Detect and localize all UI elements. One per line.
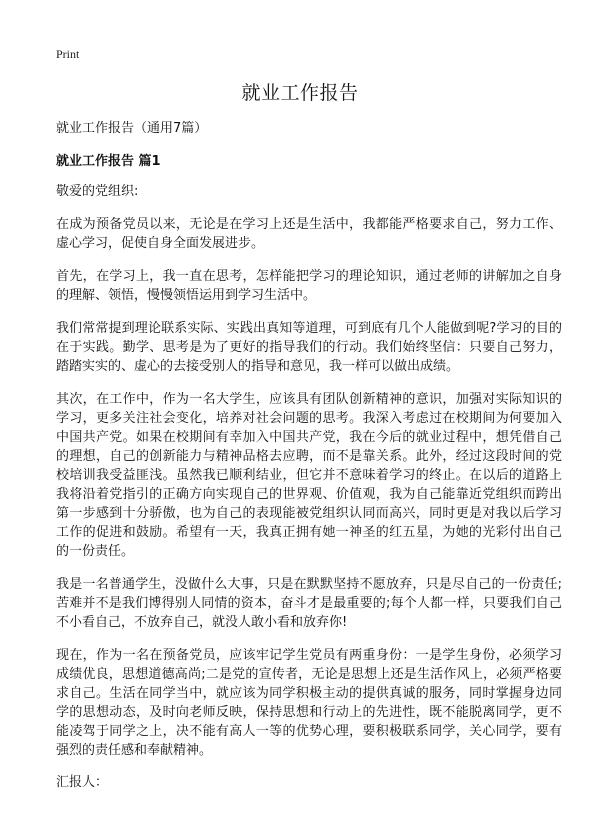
- paragraph: 我是一名普通学生，没做什么大事，只是在默默坚持不愿放弃，只是尽自己的一份责任;苦难并不是我们博得别人同情的资本，奋斗才是最重要的;每个人都一样，只要我们自己不小看自己，不放弃自己，就没人敢小看和放弃你!: [56, 577, 562, 630]
- paragraph: 我们常常提到理论联系实际、实践出真知等道理，可到底有几个人能做到呢?学习的目的在于实践。勤学、思考是为了更好的指导我们的行动。我们始终坚信：只要自己努力，踏踏实实的、虚心的去接受别人的指导和意见，我一样可以做出成绩。: [56, 321, 562, 374]
- document-body: [56, 120, 562, 792]
- document-title: 就业工作报告: [241, 82, 359, 104]
- paragraph: 现在，作为一名在预备党员，应该牢记学生党员有两重身份：一是学生身份，必须学习成绩优良，思想道德高尚;二是党的宣传者，无论是思想上还是生活作风上，必须严格要求自己。生活在同学当中，就应该为同学积极主动的提供真诚的服务，同时掌握身边同学的思想动态，及时向老师反映，保持思想和行动上的先进性，既不能脱离同学，更不能凌驾于同学之上，决不能有高人一等的优势心理，要积极联系同学，关心同学，要有强烈的责任感和奉献精神。: [56, 648, 562, 758]
- salutation: 敬爱的党组织:: [56, 184, 139, 199]
- print-link[interactable]: Print: [56, 47, 80, 61]
- document-subtitle: 就业工作报告（通用7篇）: [56, 121, 208, 136]
- section-heading: 就业工作报告 篇1: [56, 154, 161, 169]
- paragraph: 其次，在工作中，作为一名大学生，应该具有团队创新精神的意识，加强对实际知识的学习，更多关注社会变化，培养对社会问题的思考。我深入考虑过在校期间为何要加入中国共产党。如果在校期间有幸加入中国共产党，我在今后的就业过程中，想凭借自己的理想，自己的创新能力与精神品格去应聘，而不是靠关系。此外，经过这段时间的党校培训我受益匪浅。虽然我已顺利结业，但它并不意味着学习的终止。在以后的道路上我将沿着党指引的正确方向实现自己的世界观、价值观，我为自己能靠近党组织而跨出第一步感到十分骄傲，也为自己的表现能被党组织认同而高兴，同时更是对我以后学习工作的促进和鼓励。希望有一天，我真正拥有她一神圣的红五星，为她的光彩付出自己的一份责任。: [56, 392, 562, 559]
- paragraph: 在成为预备党员以来，无论是在学习上还是生活中，我都能严格要求自己，努力工作、虚心学习，促使自身全面发展进步。: [56, 217, 562, 251]
- paragraph: 首先，在学习上，我一直在思考，怎样能把学习的理论知识，通过老师的讲解加之自身的理解、领悟，慢慢领悟运用到学习生活中。: [56, 269, 562, 303]
- reporter-label: 汇报人：: [56, 775, 109, 790]
